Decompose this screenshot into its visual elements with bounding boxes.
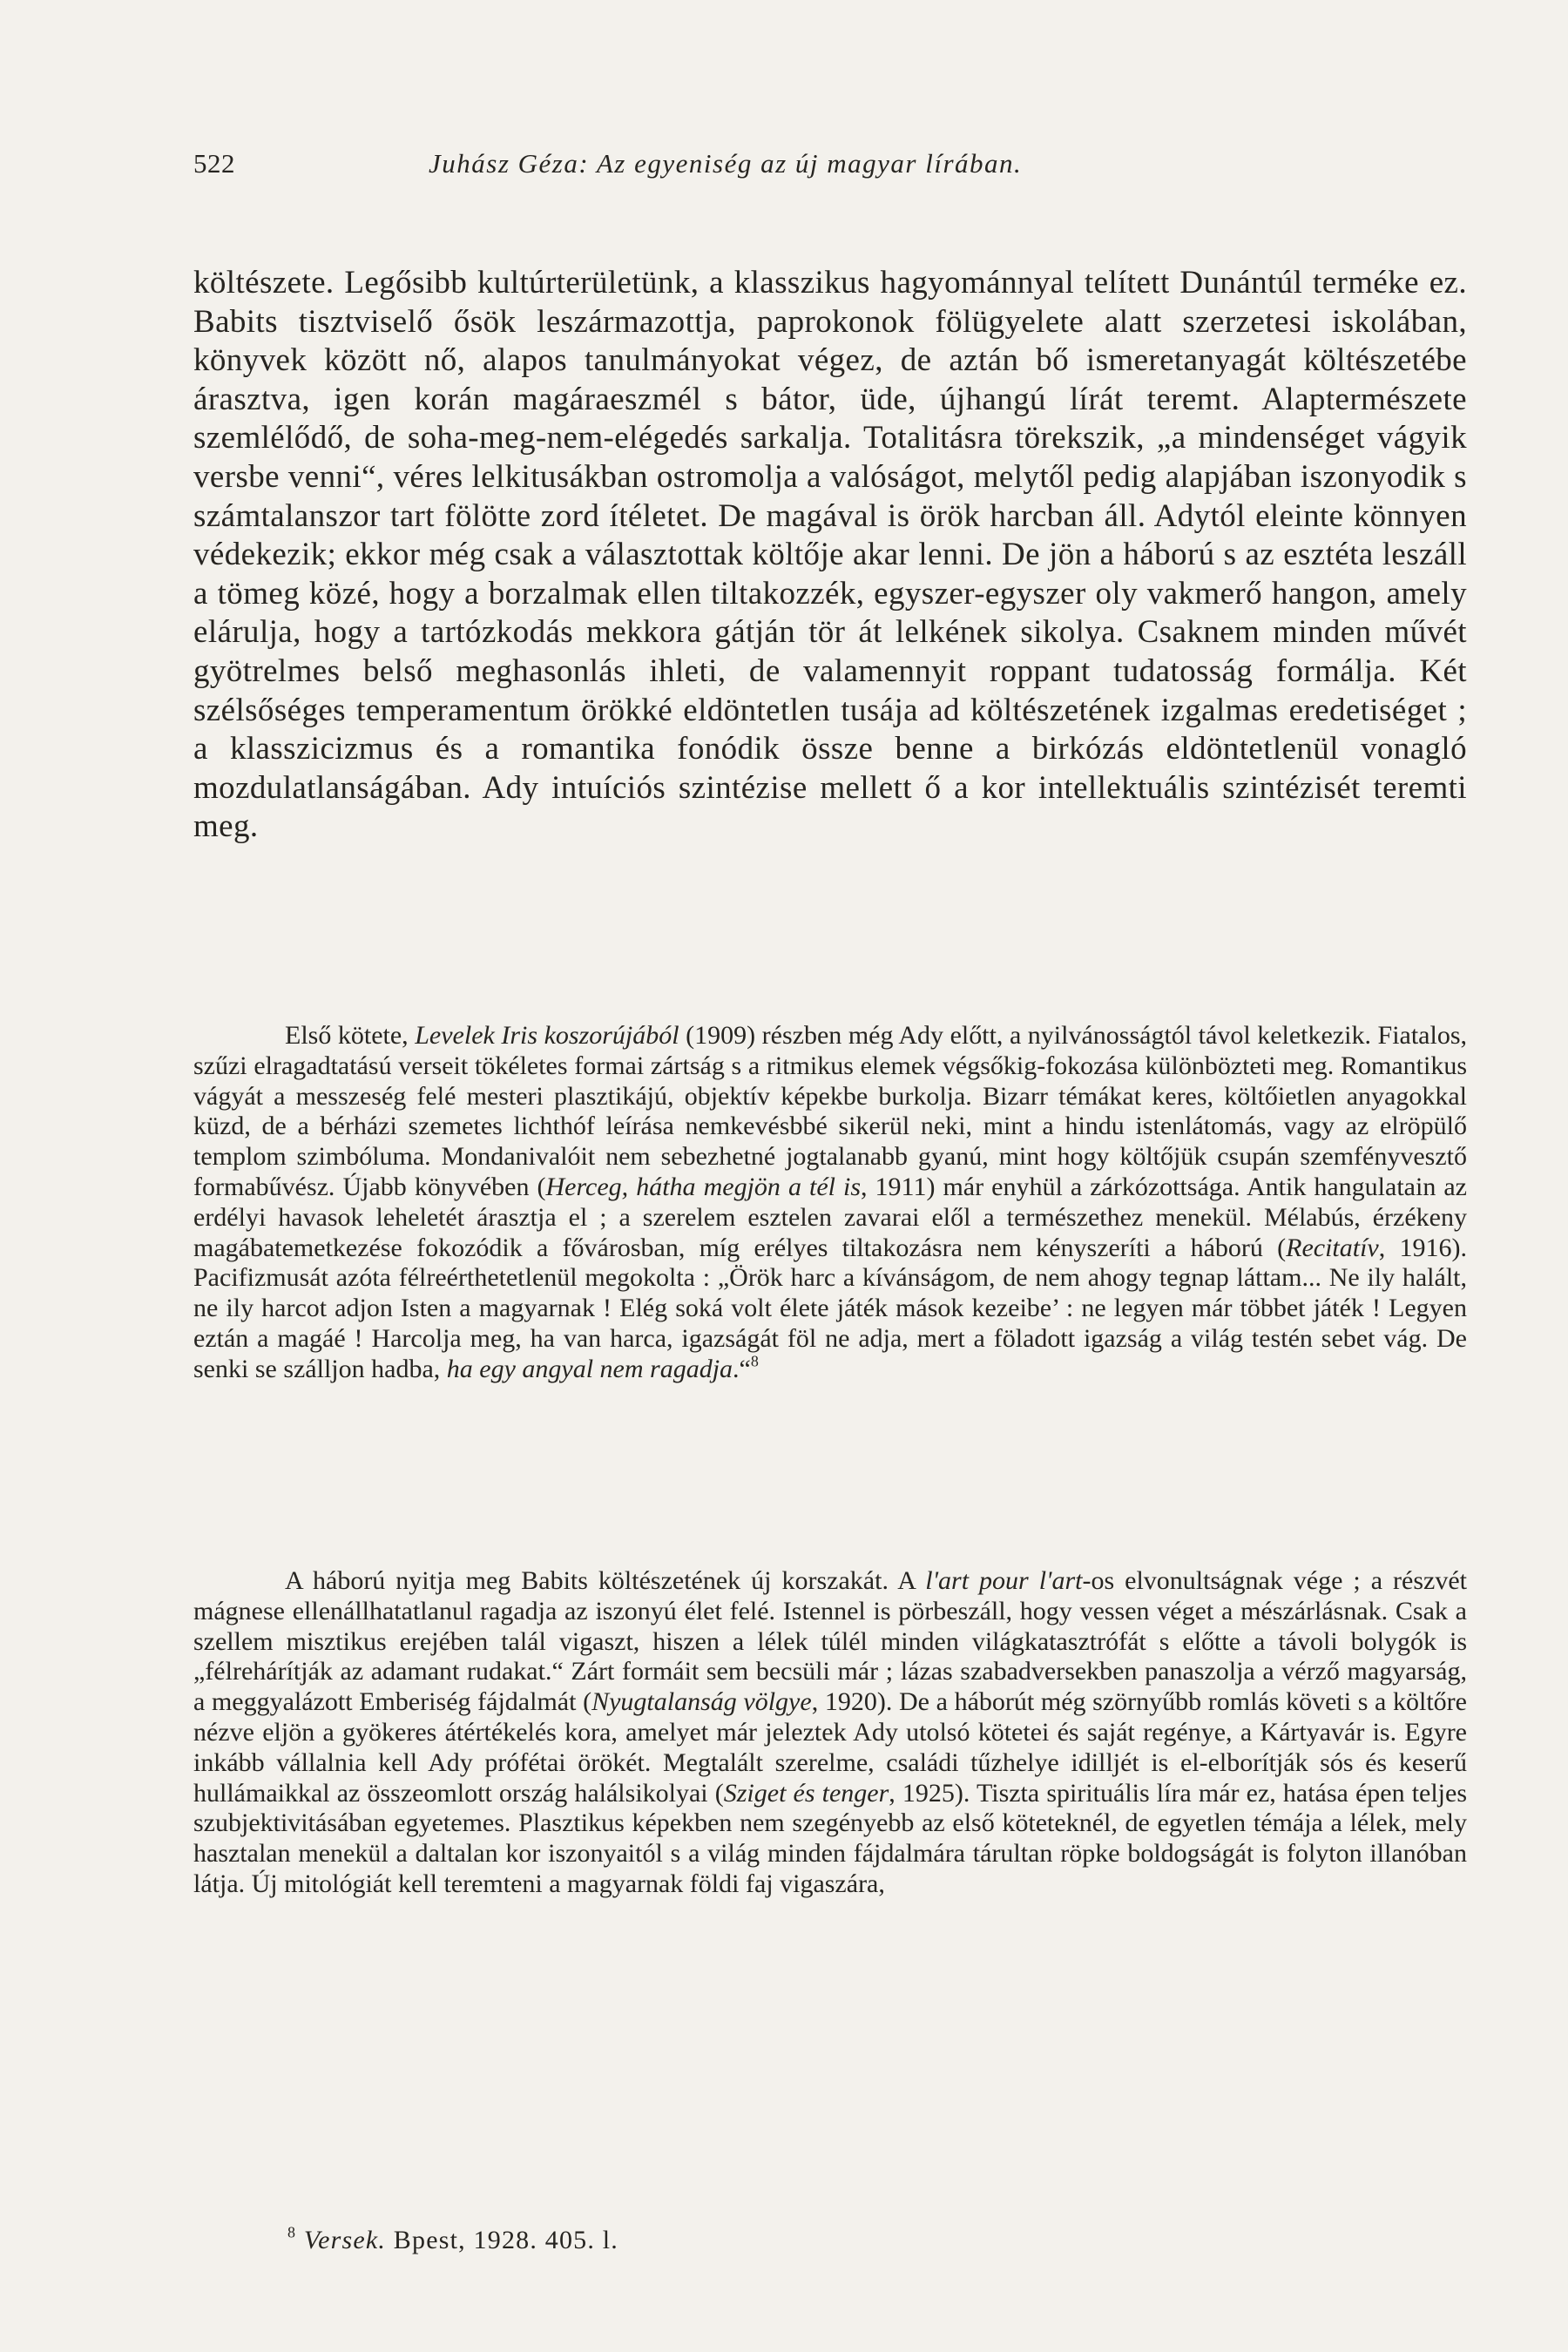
footnote (287, 2223, 618, 2255)
footnote-number: 8 (287, 2223, 297, 2241)
text-run: A háború nyitja meg Babits költészetének új korszakát. A (285, 1566, 926, 1595)
text-run: , 1916). Pacifizmusát azóta félreérthetetlenül megokolta : „Örök harc a kívánságom, de nem ahogy tegnap láttam... Ne ily halált, ne ily harcot adjon Isten a magyarnak ! Elég soká volt élete játék mások kezeibe’ : ne legyen már többet játék ! Legyen eztán a magáé ! Harcolja meg, ha van harca, igazságát föl ne adja, mert a föladott igazság a világ testén sebet vág. De senki se szálljon hadba, (193, 1233, 1467, 1383)
text-run: , 1911) már enyhül a zárkózottsága. Antik hangulatain az erdélyi havasok leheletét árasztja el ; a szerelem esztelen zavarai elől a természethez menekül. Mélabús, érzékeny magábatemetkezése fokozódik a fővárosban, míg erélyes tiltakozásra nem kényszeríti a háború ( (193, 1172, 1467, 1262)
page-header (193, 148, 1465, 179)
page-number: 522 (193, 148, 235, 179)
body-paragraph-1: költészete. Legősibb kultúrterületünk, a klasszikus hagyománnyal telített Dunántúl terméke ez. Babits tisztviselő ősök leszármazottja, paprokonok fölügyelete alatt szerzetesi iskolában, könyvek között nő, alapos tanulmányokat végez, de aztán bő ismeretanyagát költészetébe árasztva, igen korán magáraeszmél s bátor, üde, újhangú lírát teremt. Alaptermészete szemlélődő, de soha-meg-nem-elégedés sarkalja. Totalitásra törekszik, „a mindenséget vágyik versbe venni“, véres lelkitusákban ostromolja a valóságot, melytől pedig alapjában iszonyodik s számtalanszor tart fölötte zord ítéletet. De magával is örök harcban áll. Adytól eleinte könnyen védekezik; ekkor még csak a választottak költője akar lenni. De jön a háború s az esztéta leszáll a tömeg közé, hogy a borzalmak ellen tiltakozzék, egyszer-egyszer oly vakmerő hangon, amely elárulja, hogy a tartózkodás mekkora gátján tör át lelkének sikolya. Csaknem minden művét gyötrelmes belső meghasonlás ihleti, de valamennyit roppant tudatosság formálja. Két szélsőséges temperamentum örökké eldöntetlen tusája ad költészetének izgalmas eredetiséget ; a klasszicizmus és a romantika fonódik össze benne a birkózás eldöntetlenül vonagló mozdulatlanságában. Ady intuíciós szintézise mellett ő a kor intellektuális szintézisét teremti meg. (193, 265, 1467, 845)
phrase-italic: l'art pour l'art (925, 1566, 1083, 1595)
footnote-reference: 8 (750, 1352, 759, 1370)
book-title: Nyugtalanság völgye (591, 1687, 812, 1717)
body-paragraph-2 (193, 1021, 1467, 1385)
text-run: (1909) részben még Ady előtt, a nyilvánosságtól távol keletkezik. Fiatalos, szűzi elragadtatású verseit tökéletes formai zártság s a ritmikus elemek végsőkig-fokozása különbözteti meg. Romantikus vágyát a messzeség felé mesteri plasztikájú, objektív képekbe burkolja. Bizarr témákat keres, költőietlen anyagokkal küzd, de a bérházi szemetes lichthóf leírása nemkevésbbé sikerül neki, mint a hindu istenlátomás, vagy az elröpülő templom szimbóluma. Mondanivalóit nem sebezhetné jogtalanabb gyanú, mint hogy költőjük csupán szemfényvesztő formabűvész. Újabb könyvében ( (193, 1021, 1467, 1201)
footnote-source: Versek. (303, 2226, 387, 2254)
text-run: , 1925). Tiszta spirituális líra már ez, hatása épen teljes szubjektivitásában egyetemes. Plasztikus képekben nem szegényebb az első köteteknél, de egyetlen témája a lélek, mely hasztalan menekül a daltalan kor iszonyaitól s a világ minden fájdalmára tárultan röpke boldogságát is folyton illanóban látja. Új mitológiát kell teremteni a magyarnak földi faj vigaszára, (193, 1778, 1468, 1898)
book-title: Herceg, hátha megjön a tél is (545, 1172, 862, 1201)
quote-emphasis: ha egy angyal nem ragadja (446, 1354, 733, 1383)
book-title: Levelek Iris koszorújából (415, 1021, 679, 1050)
book-title: Sziget és tenger (723, 1778, 889, 1808)
text-run: -os elvonultságnak vége ; a részvét mágnese ellenállhatatlanul ragadja az iszonyú élet felé. Istennel is pörbeszáll, hogy vessen véget a mészárlásnak. Csak a szellem misztikus erejében talál vigaszt, hiszen a lélek túlél minden világkatasztrófát s előtte a távoli bolygók is „félrehárítják az adamant rudakat.“ Zárt formáit sem becsüli már ; lázas szabadversekben panaszolja a vérző magyarság, a meggyalázott Emberiség fájdalmát ( (193, 1566, 1467, 1717)
book-title: Recitatív (1286, 1233, 1379, 1262)
running-title: Juhász Géza: Az egyeniség az új magyar lírában. (429, 148, 1023, 179)
text-run: , 1920). De a háborút még szörnyűbb romlás követi s a költőre nézve eljön a gyökeres átértékelés kora, amelyet már jeleztek Ady utolsó kötetei és saját regénye, a Kártyavár is. Egyre inkább vállalnia kell Ady prófétai örökét. Megtalált szerelme, családi tűzhelye idilljét is el-elborítják sós és keserű hullámaikkal az összeomlott ország halálsikolyai ( (193, 1687, 1467, 1808)
footnote-text: Bpest, 1928. 405. l. (386, 2226, 618, 2254)
text-run: Első kötete, (285, 1021, 416, 1050)
text-run: .“ (733, 1354, 751, 1383)
body-paragraph-3 (193, 1566, 1467, 1900)
